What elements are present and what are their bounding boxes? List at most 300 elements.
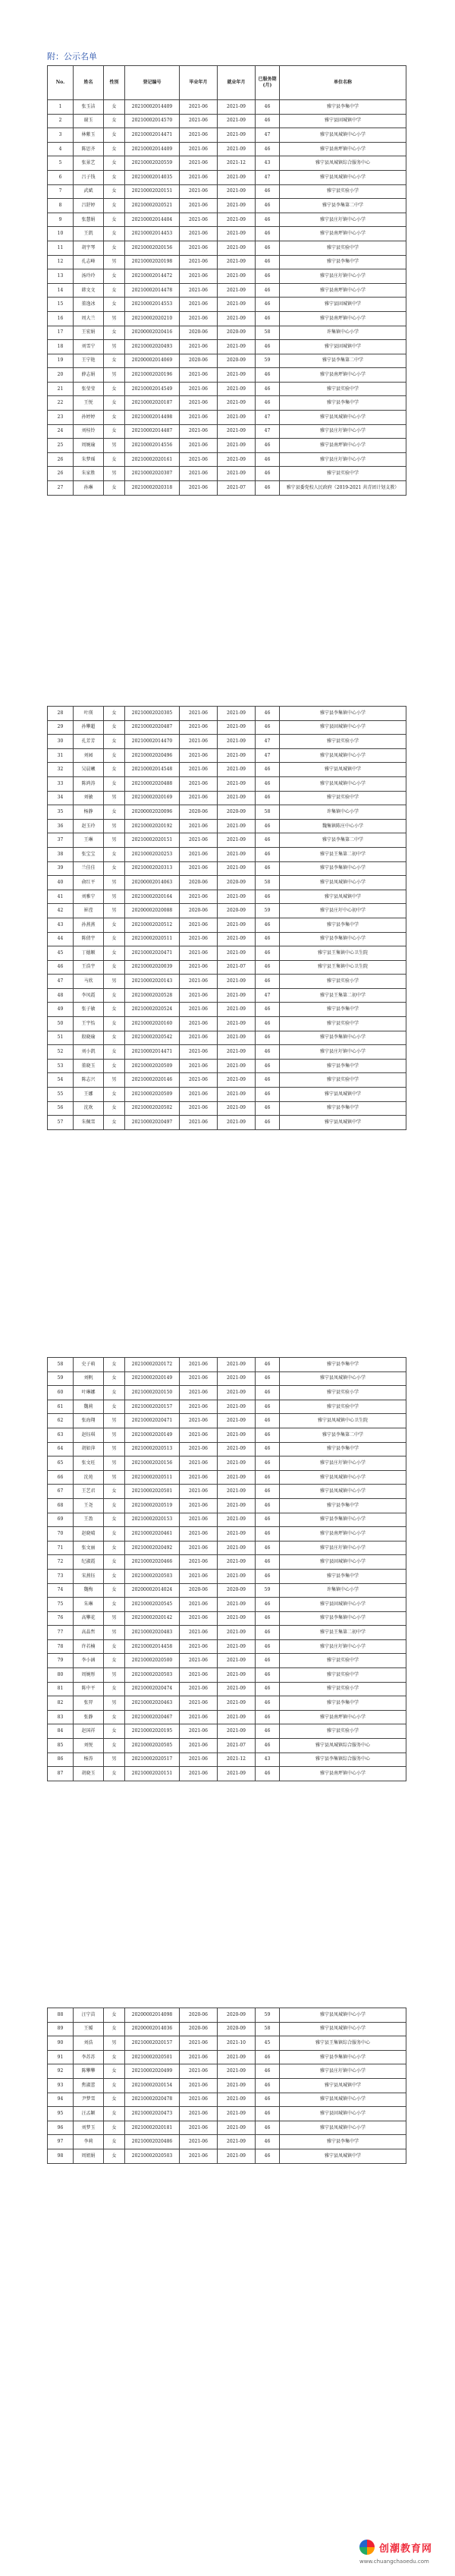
table-row [48, 1045, 406, 1060]
cell-gender: 女 [104, 1569, 125, 1583]
cell-reg-no: 20210002020545 [125, 1598, 180, 1612]
table-row [48, 1400, 406, 1414]
cell-name: 张子敏 [74, 1003, 104, 1017]
cell-employment: 2021-09 [218, 1101, 256, 1116]
cell-gender: 女 [104, 748, 125, 763]
cell-graduation: 2021-06 [180, 776, 218, 791]
cell-name: 李苏苏 [74, 2050, 104, 2064]
cell-months: 46 [256, 1513, 280, 1527]
cell-gender: 男 [104, 1752, 125, 1767]
cell-gender: 女 [104, 1639, 125, 1654]
cell-graduation: 2021-06 [180, 396, 218, 411]
cell-no: 27 [48, 481, 74, 496]
table-row [48, 1668, 406, 1683]
cell-name: 张文旺 [74, 1456, 104, 1471]
cell-employment: 2021-09 [218, 833, 256, 848]
cell-graduation: 2021-06 [180, 255, 218, 269]
cell-employer: 雅宁县实验小学 [280, 1724, 406, 1739]
cell-months: 46 [256, 2121, 280, 2135]
cell-employment: 2021-07 [218, 960, 256, 975]
cell-months: 59 [256, 904, 280, 918]
cell-employer: 雅宁县庄圩镇中心小学 [280, 1456, 406, 1471]
cell-reg-no: 20210002020499 [125, 2064, 180, 2079]
table-row [48, 1611, 406, 1626]
cell-no: 88 [48, 2008, 74, 2023]
cell-months: 46 [256, 1626, 280, 1640]
cell-graduation: 2021-06 [180, 2078, 218, 2093]
cell-reg-no: 20210002014548 [125, 763, 180, 777]
cell-gender: 男 [104, 1668, 125, 1683]
cell-months: 58 [256, 2022, 280, 2036]
table-row [48, 861, 406, 876]
cell-graduation: 2021-06 [180, 1414, 218, 1428]
cell-graduation: 2021-06 [180, 2121, 218, 2135]
cell-reg-no: 20210002014409 [125, 100, 180, 115]
cell-employment: 2021-09 [218, 1456, 256, 1471]
cell-reg-no: 20210002020156 [125, 241, 180, 255]
roster-table-page-3 [47, 1357, 406, 1781]
cell-graduation: 2021-06 [180, 184, 218, 199]
cell-employer: 雅宁县南坪镇中心小学 [280, 283, 406, 298]
table-row [48, 326, 406, 340]
cell-reg-no: 20210002020198 [125, 255, 180, 269]
cell-gender: 男 [104, 1442, 125, 1456]
cell-months: 46 [256, 1003, 280, 1017]
cell-reg-no: 20210002020150 [125, 1386, 180, 1400]
cell-months: 46 [256, 1767, 280, 1781]
table-row [48, 1442, 406, 1456]
cell-no: 96 [48, 2121, 74, 2135]
cell-employer: 雅宁县王集第二初中学 [280, 1626, 406, 1640]
cell-employer: 雅宁县凤城镇中心小学 [280, 876, 406, 890]
cell-months: 46 [256, 269, 280, 284]
cell-employer: 雅宁县李集中学 [280, 1498, 406, 1513]
cell-graduation: 2021-06 [180, 748, 218, 763]
table-row [48, 918, 406, 932]
cell-gender: 女 [104, 1583, 125, 1598]
page-heading: 附：公示名单 [47, 52, 97, 61]
cell-employment: 2021-09 [218, 1626, 256, 1640]
cell-graduation: 2021-06 [180, 227, 218, 241]
cell-gender: 女 [104, 156, 125, 171]
cell-months: 47 [256, 411, 280, 425]
cell-graduation: 2021-06 [180, 340, 218, 354]
cell-months: 46 [256, 1456, 280, 1471]
cell-graduation: 2021-06 [180, 1031, 218, 1045]
cell-name: 董逸冰 [74, 298, 104, 312]
cell-employer: 雅宁县凤城镇中心小学 [280, 2022, 406, 2036]
cell-no: 64 [48, 1442, 74, 1456]
table-row [48, 1654, 406, 1668]
cell-no: 62 [48, 1414, 74, 1428]
cell-months: 46 [256, 2050, 280, 2064]
cell-months: 46 [256, 114, 280, 128]
cell-graduation: 2021-06 [180, 439, 218, 453]
cell-reg-no: 20210002020517 [125, 1752, 180, 1767]
cell-employment: 2021-09 [218, 439, 256, 453]
cell-graduation: 2021-06 [180, 2149, 218, 2163]
cell-no: 36 [48, 819, 74, 833]
table-row [48, 1017, 406, 1031]
cell-gender: 男 [104, 1470, 125, 1485]
cell-reg-no: 20210002020474 [125, 1682, 180, 1696]
table-row [48, 1569, 406, 1583]
cell-months: 58 [256, 805, 280, 820]
cell-reg-no: 20210002020511 [125, 932, 180, 946]
table-row [48, 396, 406, 411]
cell-employment: 2021-09 [218, 283, 256, 298]
table-row [48, 1583, 406, 1598]
table-row [48, 368, 406, 383]
cell-graduation: 2020-06 [180, 805, 218, 820]
table-row [48, 311, 406, 326]
cell-months: 46 [256, 1555, 280, 1570]
cell-gender: 女 [104, 707, 125, 721]
table-row [48, 1003, 406, 1017]
cell-employer: 雅宁县凤城镇中学 [280, 2149, 406, 2163]
table-row [48, 1555, 406, 1570]
cell-gender: 女 [104, 1386, 125, 1400]
cell-employment: 2021-09 [218, 890, 256, 904]
cell-employer: 雅宁县实验中学 [280, 1668, 406, 1683]
cell-gender: 女 [104, 424, 125, 439]
cell-months: 46 [256, 1739, 280, 1753]
cell-gender: 女 [104, 1400, 125, 1414]
table-row [48, 467, 406, 481]
cell-name: 王凯 [74, 227, 104, 241]
cell-months: 46 [256, 1710, 280, 1724]
cell-reg-no: 20210002020502 [125, 1101, 180, 1116]
cell-name: 张宝宝 [74, 847, 104, 861]
cell-reg-no: 20210002020142 [125, 1611, 180, 1626]
cell-employment: 2021-09 [218, 396, 256, 411]
table-row [48, 1739, 406, 1753]
cell-gender: 女 [104, 213, 125, 227]
cell-reg-no: 20210002020559 [125, 156, 180, 171]
cell-reg-no: 20210002020196 [125, 368, 180, 383]
cell-graduation: 2021-06 [180, 1371, 218, 1386]
table-row [48, 1073, 406, 1088]
cell-name: 张景艺 [74, 156, 104, 171]
cell-graduation: 2021-06 [180, 128, 218, 143]
table-row [48, 241, 406, 255]
cell-no: 15 [48, 298, 74, 312]
cell-months: 46 [256, 975, 280, 989]
cell-months: 46 [256, 227, 280, 241]
cell-no: 42 [48, 904, 74, 918]
cell-name: 薛志娟 [74, 368, 104, 383]
cell-employer: 雅宁县凤城镇中心小学 [280, 1371, 406, 1386]
cell-employer: 雅宁县庄圩镇中心小学 [280, 213, 406, 227]
cell-employer: 雅宁县凤城镇中心小学 [280, 411, 406, 425]
table-row [48, 735, 406, 749]
cell-employer: 雅宁县凤城镇中心小学 [280, 170, 406, 184]
cell-graduation: 2021-06 [180, 1555, 218, 1570]
cell-no: 49 [48, 1003, 74, 1017]
cell-employer: 许集镇中心小学 [280, 1583, 406, 1598]
cell-gender: 男 [104, 890, 125, 904]
cell-name: 赵晓晴 [74, 1527, 104, 1542]
cell-employer: 雅宁县李集中学 [280, 918, 406, 932]
cell-employer: 雅宁县凤城镇综合服务中心 [280, 156, 406, 171]
cell-no: 34 [48, 791, 74, 805]
cell-name: 王盈 [74, 1513, 104, 1527]
cell-months: 47 [256, 748, 280, 763]
cell-reg-no: 20210002014409 [125, 142, 180, 156]
cell-months: 46 [256, 199, 280, 213]
cell-months: 47 [256, 424, 280, 439]
column-header-employer: 单位名称 [280, 66, 406, 100]
cell-graduation: 2021-06 [180, 1739, 218, 1753]
cell-no: 35 [48, 805, 74, 820]
table-row [48, 1513, 406, 1527]
cell-reg-no: 20210002020497 [125, 1116, 180, 1130]
cell-employment: 2021-09 [218, 241, 256, 255]
cell-months: 46 [256, 890, 280, 904]
cell-employment: 2020-09 [218, 2008, 256, 2023]
cell-no: 87 [48, 1767, 74, 1781]
cell-months: 46 [256, 918, 280, 932]
cell-months: 43 [256, 156, 280, 171]
cell-name: 王琳 [74, 833, 104, 848]
table-row [48, 2135, 406, 2149]
cell-employer: 雅宁县庄圩中心初中学 [280, 904, 406, 918]
roster-table-page-1 [47, 65, 406, 496]
cell-graduation: 2021-06 [180, 1611, 218, 1626]
cell-reg-no: 20210002020154 [125, 2078, 180, 2093]
cell-reg-no: 20210002020467 [125, 1710, 180, 1724]
table-row [48, 960, 406, 975]
cell-months: 46 [256, 707, 280, 721]
cell-reg-no: 20210002014404 [125, 213, 180, 227]
cell-no: 43 [48, 918, 74, 932]
table-row [48, 2149, 406, 2163]
cell-gender: 男 [104, 975, 125, 989]
cell-months: 46 [256, 776, 280, 791]
cell-no: 70 [48, 1527, 74, 1542]
table-row [48, 2050, 406, 2064]
cell-name: 朱梦瑶 [74, 452, 104, 467]
cell-gender: 男 [104, 1073, 125, 1088]
table-row [48, 847, 406, 861]
cell-no: 40 [48, 876, 74, 890]
cell-months: 46 [256, 833, 280, 848]
table-row [48, 142, 406, 156]
cell-employer: 雅宁县庄圩镇中心小学 [280, 1541, 406, 1555]
cell-no: 61 [48, 1400, 74, 1414]
cell-no: 8 [48, 199, 74, 213]
cell-months: 46 [256, 847, 280, 861]
cell-no: 20 [48, 368, 74, 383]
cell-months: 46 [256, 819, 280, 833]
cell-no: 17 [48, 326, 74, 340]
cell-employment: 2021-09 [218, 2093, 256, 2107]
cell-gender: 男 [104, 368, 125, 383]
cell-gender: 女 [104, 283, 125, 298]
watermark-logo [359, 2540, 432, 2555]
cell-gender: 女 [104, 1358, 125, 1372]
cell-months: 46 [256, 1414, 280, 1428]
cell-no: 33 [48, 776, 74, 791]
cell-no: 89 [48, 2022, 74, 2036]
cell-graduation: 2021-06 [180, 1513, 218, 1527]
cell-no: 3 [48, 128, 74, 143]
cell-no: 78 [48, 1639, 74, 1654]
cell-no: 2 [48, 114, 74, 128]
cell-reg-no: 20200002014063 [125, 876, 180, 890]
table-row [48, 269, 406, 284]
watermark-url: www.chuangchaoedu.com [359, 2559, 429, 2565]
cell-no: 48 [48, 988, 74, 1003]
cell-name: 孙琳 [74, 481, 104, 496]
table-row [48, 382, 406, 396]
cell-employment: 2021-09 [218, 467, 256, 481]
cell-reg-no: 20210002020153 [125, 1513, 180, 1527]
cell-name: 王媛 [74, 2022, 104, 2036]
table-row [48, 354, 406, 368]
cell-reg-no: 20210002020461 [125, 1527, 180, 1542]
cell-months: 46 [256, 1371, 280, 1386]
cell-employment: 2021-09 [218, 1017, 256, 1031]
cell-months: 46 [256, 932, 280, 946]
cell-no: 39 [48, 861, 74, 876]
cell-no: 13 [48, 269, 74, 284]
cell-employer: 雅宁县凤城镇中学 [280, 1116, 406, 1130]
cell-gender: 男 [104, 1611, 125, 1626]
cell-graduation: 2021-06 [180, 283, 218, 298]
table-row [48, 156, 406, 171]
cell-months: 43 [256, 1752, 280, 1767]
cell-months: 46 [256, 2064, 280, 2079]
cell-name: 孔芳芳 [74, 735, 104, 749]
cell-name: 杨涛 [74, 1752, 104, 1767]
cell-no: 46 [48, 960, 74, 975]
table-row [48, 748, 406, 763]
cell-months: 46 [256, 1017, 280, 1031]
cell-gender: 男 [104, 255, 125, 269]
cell-no: 19 [48, 354, 74, 368]
cell-employer: 雅宁县李集镇中心小学 [280, 932, 406, 946]
watermark-brand: 创潮教育网 [379, 2543, 433, 2555]
cell-employer: 雅宁县凤城镇中心小学 [280, 2121, 406, 2135]
cell-no: 55 [48, 1088, 74, 1102]
cell-graduation: 2021-06 [180, 960, 218, 975]
table-row [48, 1101, 406, 1116]
cell-employer: 雅宁县凤城镇中心小学 [280, 776, 406, 791]
cell-gender: 女 [104, 142, 125, 156]
cell-gender: 女 [104, 946, 125, 961]
cell-employment: 2021-09 [218, 227, 256, 241]
cell-employment: 2021-09 [218, 1598, 256, 1612]
cell-employment: 2021-09 [218, 1470, 256, 1485]
cell-employer: 雅宁县凤城镇中心小学 [280, 2093, 406, 2107]
cell-employer: 雅宁县李集镇中心小学 [280, 2050, 406, 2064]
cell-name: 孙燕燕 [74, 918, 104, 932]
table-row [48, 255, 406, 269]
table-row [48, 1639, 406, 1654]
cell-months: 46 [256, 763, 280, 777]
cell-gender: 女 [104, 988, 125, 1003]
cell-name: 李凤霞 [74, 988, 104, 1003]
cell-employer: 雅宁县李集镇中心小学 [280, 1031, 406, 1045]
cell-employment: 2021-07 [218, 481, 256, 496]
cell-graduation: 2021-06 [180, 720, 218, 735]
cell-name: 韩文文 [74, 283, 104, 298]
cell-name: 孙攀超 [74, 720, 104, 735]
cell-no: 45 [48, 946, 74, 961]
cell-reg-no: 20210002014478 [125, 283, 180, 298]
cell-employment: 2021-09 [218, 184, 256, 199]
cell-employment: 2021-09 [218, 1569, 256, 1583]
cell-employer: 雅宁县实验小学 [280, 735, 406, 749]
cell-employment: 2021-09 [218, 1428, 256, 1442]
cell-graduation: 2021-06 [180, 1017, 218, 1031]
cell-employment: 2021-09 [218, 1541, 256, 1555]
cell-months: 46 [256, 1654, 280, 1668]
cell-employer: 雅宁县庄圩镇中心小学 [280, 424, 406, 439]
cell-no: 97 [48, 2135, 74, 2149]
table-row [48, 128, 406, 143]
cell-no: 54 [48, 1073, 74, 1088]
table-row [48, 2036, 406, 2051]
cell-employer: 雅宁县实验中学 [280, 1400, 406, 1414]
cell-employment: 2021-09 [218, 340, 256, 354]
cell-name: 吴晨曦 [74, 763, 104, 777]
table-row [48, 411, 406, 425]
cell-reg-no: 20210002020503 [125, 1569, 180, 1583]
cell-employment: 2021-09 [218, 298, 256, 312]
cell-months: 46 [256, 1569, 280, 1583]
cell-employer: 许集镇中心小学 [280, 805, 406, 820]
cell-graduation: 2021-06 [180, 1696, 218, 1711]
cell-gender: 女 [104, 960, 125, 975]
cell-reg-no: 20210002014553 [125, 298, 180, 312]
cell-employment: 2021-09 [218, 170, 256, 184]
cell-months: 46 [256, 213, 280, 227]
cell-reg-no: 20210002014549 [125, 382, 180, 396]
cell-employment: 2021-09 [218, 1414, 256, 1428]
cell-months: 46 [256, 1696, 280, 1711]
cell-gender: 女 [104, 1498, 125, 1513]
cell-name: 王宏娟 [74, 326, 104, 340]
cell-months: 46 [256, 1470, 280, 1485]
column-header-reg-no: 登记编号 [125, 66, 180, 100]
cell-months: 46 [256, 1386, 280, 1400]
cell-gender: 女 [104, 2149, 125, 2163]
cell-months: 46 [256, 2078, 280, 2093]
cell-graduation: 2021-06 [180, 298, 218, 312]
cell-employer: 雅宁县庄圩镇中心小学 [280, 2064, 406, 2079]
cell-no: 77 [48, 1626, 74, 1640]
cell-months: 58 [256, 326, 280, 340]
cell-employer: 雅宁县李集中学 [280, 1059, 406, 1073]
table-row [48, 1428, 406, 1442]
cell-reg-no: 20210002014472 [125, 269, 180, 284]
cell-employment: 2021-09 [218, 1031, 256, 1045]
cell-name: 孔志峰 [74, 255, 104, 269]
table-row [48, 1456, 406, 1471]
cell-employment: 2021-09 [218, 707, 256, 721]
table-row [48, 340, 406, 354]
cell-employment: 2021-09 [218, 720, 256, 735]
cell-gender: 女 [104, 1767, 125, 1781]
cell-reg-no: 20210002020253 [125, 847, 180, 861]
cell-months: 46 [256, 1485, 280, 1499]
cell-employer: 雅宁县凤城镇中心小学 [280, 1470, 406, 1485]
cell-reg-no: 20210002020542 [125, 1031, 180, 1045]
table-row [48, 1527, 406, 1542]
cell-employer: 雅宁县凤城镇中学 [280, 890, 406, 904]
